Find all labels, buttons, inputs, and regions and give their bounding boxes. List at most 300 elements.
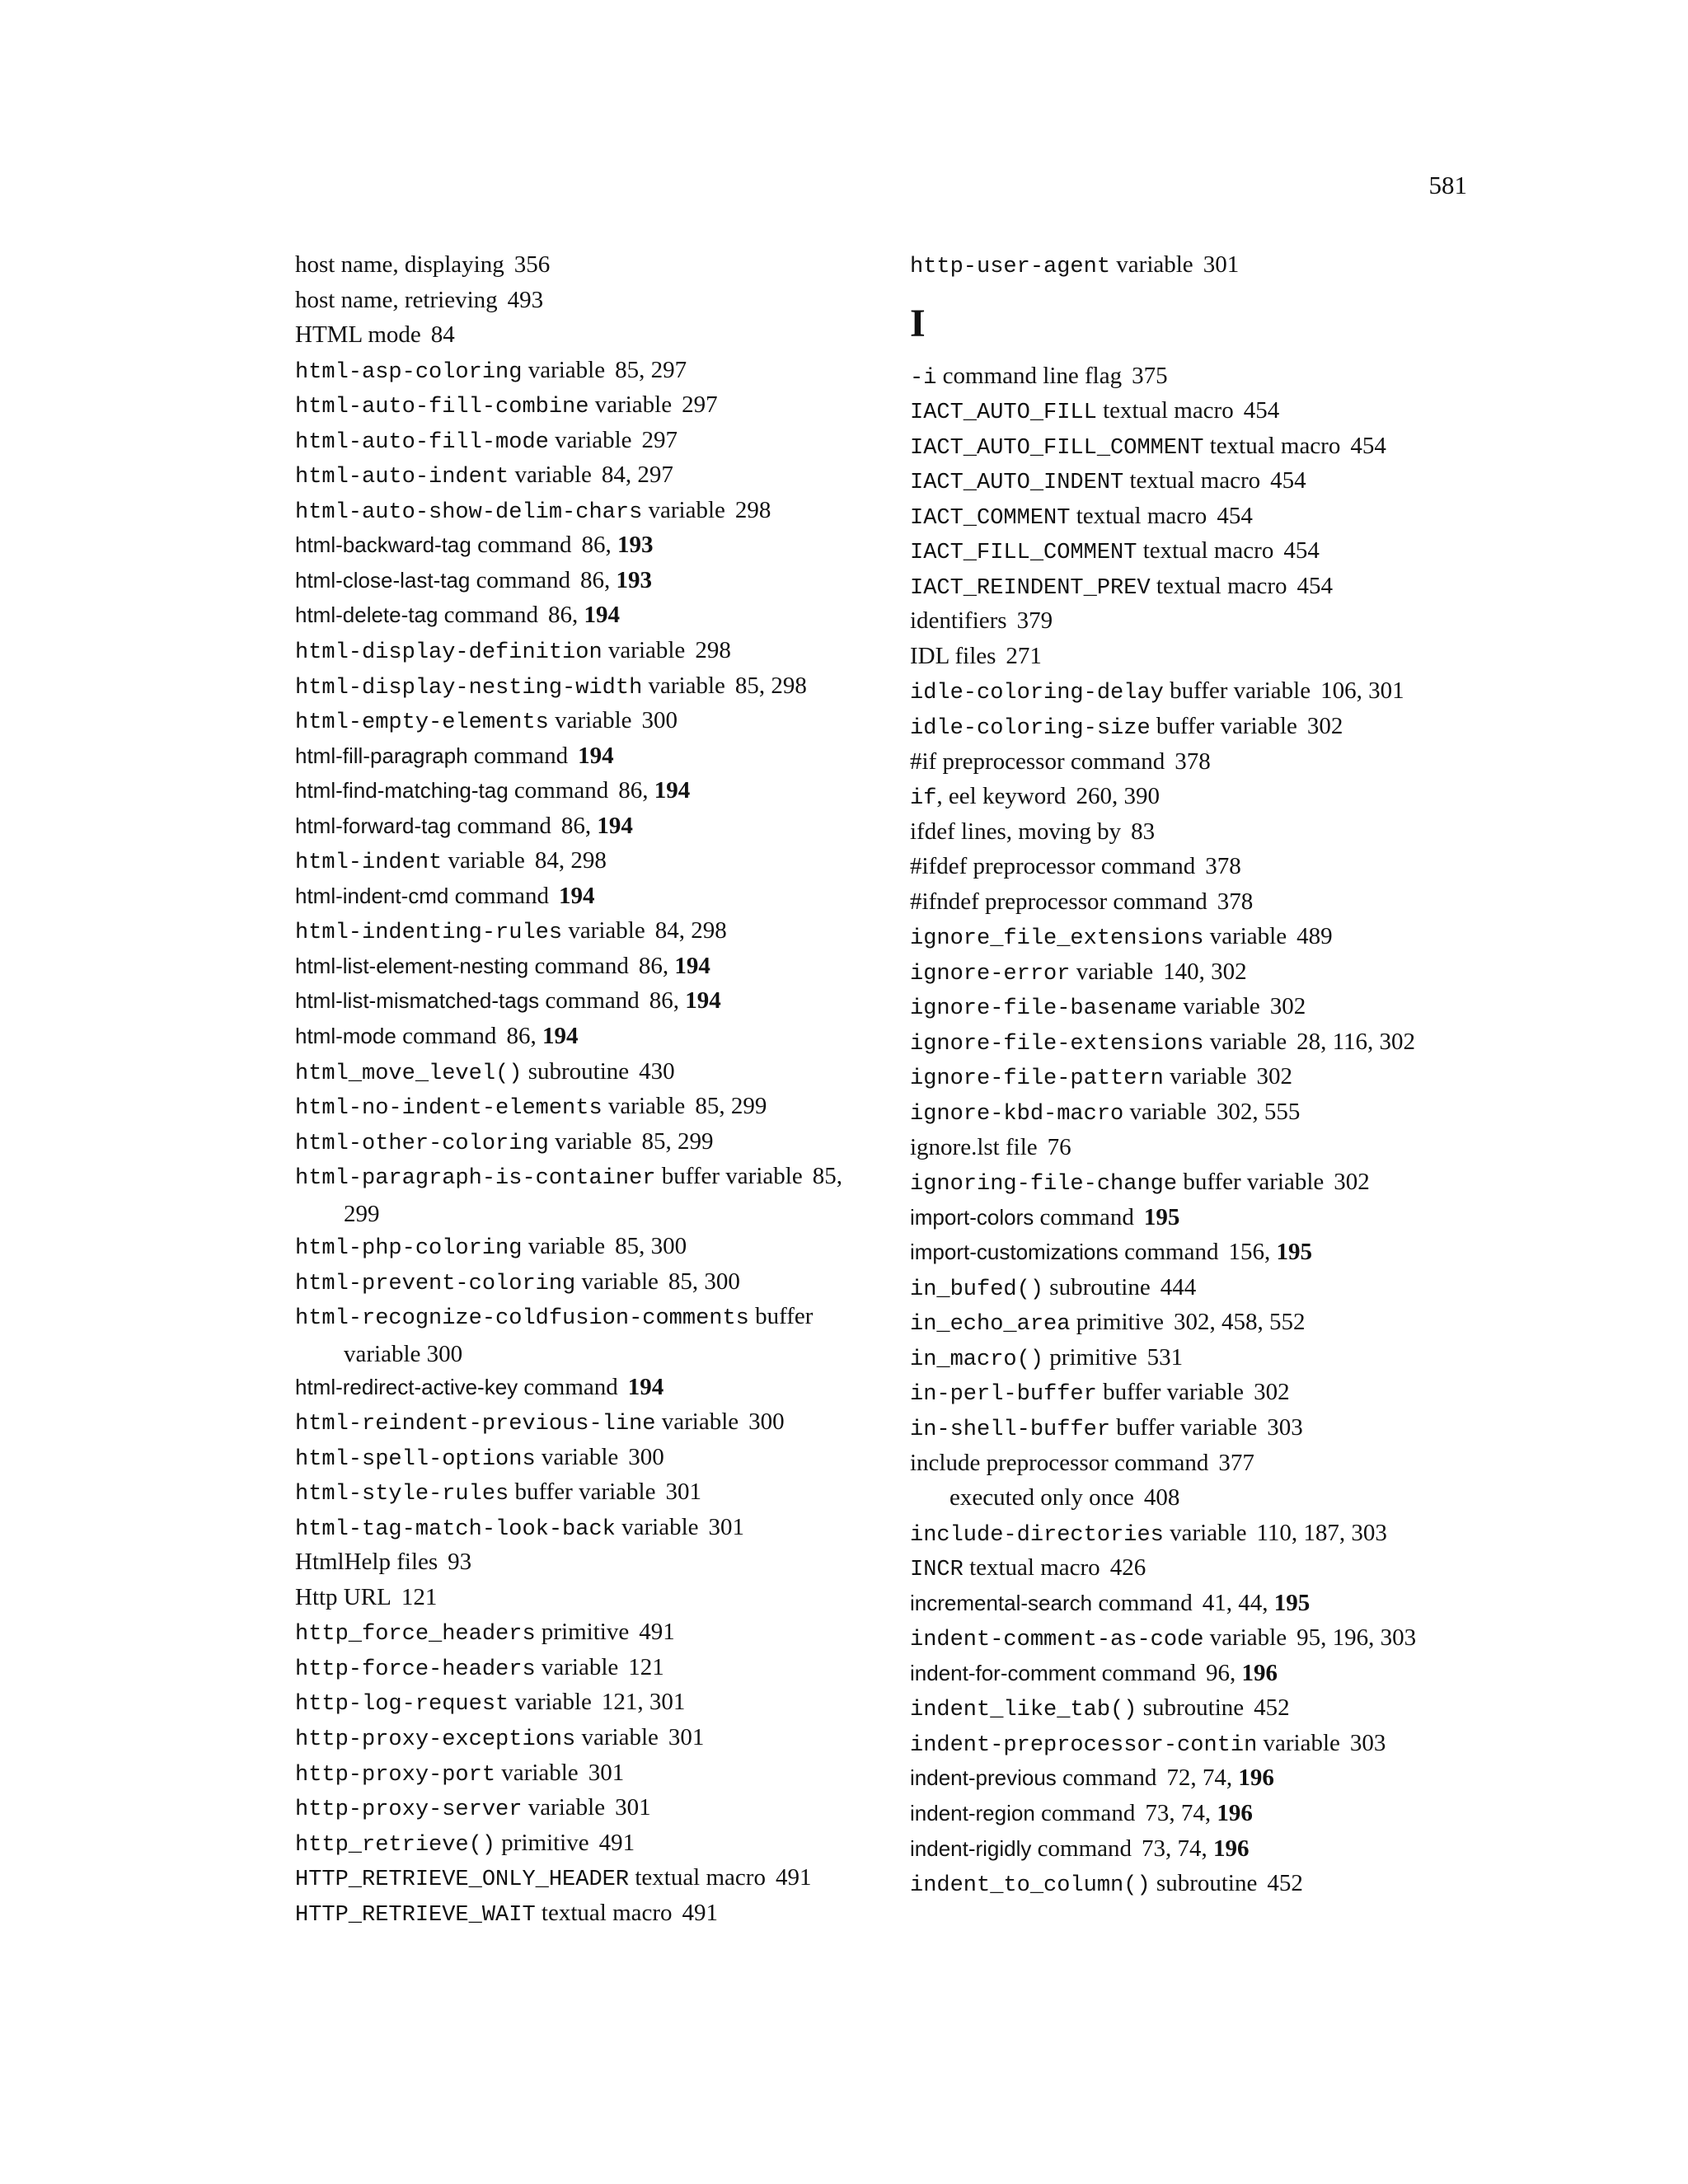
entry-descriptor: , eel keyword [936,783,1067,810]
page-references [561,813,633,839]
entry-term: html-find-matching-tag [295,778,509,804]
page-references [628,1444,664,1470]
entry-descriptor: variable [535,1653,619,1680]
page-numbers: 378 [1217,888,1254,915]
entry-term: html-prevent-coloring [295,1271,576,1296]
entry-first-line [295,847,607,874]
page-references [813,1163,842,1189]
entry-descriptor: variable [1123,1099,1207,1126]
page-references [431,321,455,348]
index-entry [295,949,872,984]
page-numbers: 95, 196, 303 [1296,1624,1417,1652]
entry-first-line [910,1450,1254,1476]
entry-descriptor: command line flag [936,362,1123,389]
entry-first-line [295,1584,437,1610]
entry-descriptor: textual macro [1203,432,1341,459]
page-references [1297,573,1334,599]
entry-descriptor: IDL files [910,642,996,669]
page-references [1254,1379,1290,1405]
entry-descriptor: command [451,812,551,839]
page-numbers: 84, 298 [534,847,607,874]
page-numbers: 302 [1306,713,1343,740]
entry-descriptor: host name, retrieving [295,286,498,313]
entry-term: html-reindent-previous-line [295,1412,656,1437]
page-numbers: 298 [734,496,771,523]
entry-first-line [295,1689,686,1718]
primary-page-number: 194 [559,882,595,909]
entry-term: indent_to_column() [910,1873,1151,1899]
entry-first-line [295,707,678,736]
entry-descriptor: buffer variable [1150,713,1297,740]
entry-term: incremental-search [910,1590,1093,1615]
entry-first-line [295,602,620,628]
index-entry [295,563,872,598]
index-entry [295,353,872,388]
page-references [1147,1344,1184,1371]
entry-first-line [910,363,1168,389]
entry-first-line [295,1023,578,1049]
entry-term: IACT_AUTO_FILL_COMMENT [910,435,1204,461]
index-entry [910,1094,1487,1130]
page-numbers: 140, 302 [1163,958,1247,985]
page-numbers: 302, 555 [1216,1099,1301,1126]
page-references [1048,1134,1071,1160]
entry-first-line [910,923,1333,952]
entry-first-line [295,1654,664,1680]
entry-descriptor: variable [1110,251,1193,278]
entry-term: http_retrieve() [295,1832,496,1858]
entry-first-line [295,673,807,699]
entry-descriptor: variable [1203,923,1287,950]
entry-term: in_macro() [910,1347,1044,1372]
entry-first-line [910,1835,1250,1862]
primary-page-number: 194 [685,987,721,1015]
page-references [642,427,678,453]
page-references [578,743,614,769]
entry-first-line [910,1590,1310,1616]
entry-descriptor: HTML mode [295,321,421,349]
entry-first-line [295,953,710,979]
entry-term: if [910,786,937,812]
index-column-right-entries [910,359,1487,1901]
page-numbers: 378 [1205,853,1241,880]
page-references [588,1760,625,1786]
entry-first-line [910,643,1042,669]
primary-page-number: 196 [1213,1835,1250,1862]
index-entry [910,673,1487,709]
index-entry [295,1615,872,1650]
entry-term: idle-coloring-delay [910,681,1164,706]
entry-first-line [295,497,771,523]
page-numbers: 426 [1109,1554,1146,1582]
entry-first-line [295,532,653,558]
index-entry [295,1054,872,1090]
page-references [580,567,652,593]
page-numbers: 302, 458, 552 [1174,1309,1306,1336]
entry-term: http-proxy-exceptions [295,1727,576,1752]
entry-descriptor: variable [509,462,592,489]
entry-first-line [910,503,1253,529]
entry-first-line [910,1660,1278,1686]
page-numbers: 430 [639,1057,675,1085]
page-references [615,1233,687,1259]
primary-page-number: 196 [1238,1765,1274,1792]
page-numbers: 73, 74, [1145,1799,1217,1826]
entry-term: http-force-headers [295,1657,536,1682]
page-numbers: 86, [581,532,617,559]
primary-page-number: 195 [1276,1239,1312,1266]
index-entry [295,1580,872,1615]
entry-first-line [910,1344,1183,1371]
page-references [514,251,551,278]
page-numbers: 85, 300 [615,1233,687,1260]
page-numbers: 301 [708,1513,745,1540]
entry-descriptor: executed only once [950,1484,1134,1511]
index-entry [295,1860,872,1896]
entry-descriptor: command [1056,1765,1157,1792]
entry-first-line [910,607,1053,634]
page-numbers: 454 [1350,432,1386,459]
index-entry [295,843,872,879]
entry-descriptor: variable [615,1513,699,1540]
entry-term: import-colors [910,1204,1034,1230]
index-entry [910,1726,1487,1761]
entry-term: http-user-agent [910,255,1111,279]
entry-descriptor: subroutine [1043,1273,1151,1301]
page-references [1144,1204,1180,1230]
entry-first-line [910,958,1247,985]
page-numbers: 303 [1267,1413,1303,1441]
entry-descriptor: variable [562,917,645,944]
page-numbers: 271 [1006,642,1042,669]
page-numbers: 85, 298 [734,672,807,699]
page-references [1228,1239,1312,1265]
entry-descriptor: variable [509,1689,592,1716]
entry-first-line [295,462,673,488]
entry-descriptor: command [518,1373,618,1400]
index-entry [910,744,1487,780]
entry-descriptor: textual macro [1096,397,1234,424]
page-references [618,777,690,804]
page-references [709,1514,745,1540]
page-numbers: 86, [580,566,617,593]
entry-descriptor: buffer variable [1177,1169,1325,1196]
page-references [695,1093,767,1119]
page-references [735,497,771,523]
page-references [1270,993,1306,1019]
entry-first-line [295,1900,718,1926]
page-numbers: 41, 44, [1202,1589,1274,1616]
index-entry [295,1685,872,1720]
entry-term: html-recognize-coldfusion-comments [295,1306,749,1332]
entry-descriptor: primitive [495,1829,589,1856]
index-entry [910,989,1487,1024]
entry-term: html-asp-coloring [295,359,523,385]
entry-term: html-redirect-active-key [295,1374,518,1399]
index-entry [910,1516,1487,1551]
page-references [602,1689,686,1715]
page-numbers: 491 [598,1829,635,1856]
page-references [559,883,595,909]
entry-term: html-auto-show-delim-chars [295,499,643,525]
page-references [1217,888,1254,915]
page-references [1205,853,1241,879]
entry-term: html-indent-cmd [295,883,449,908]
page-numbers: 444 [1160,1273,1197,1301]
page-numbers: 86, [649,987,686,1015]
page-numbers: 28, 116, 302 [1296,1028,1416,1055]
entry-first-line [295,321,455,348]
entry-term: html-display-definition [295,640,603,666]
entry-descriptor: textual macro [1150,572,1287,599]
index-entry [910,1305,1487,1340]
entry-term: html-other-coloring [295,1131,549,1156]
page-numbers: 121 [401,1583,438,1610]
entry-term: ignoring-file-change [910,1172,1178,1197]
entry-descriptor: command [1034,1799,1136,1826]
entry-term: html-tag-match-look-back [295,1516,616,1542]
page-references [1160,1274,1197,1301]
entry-descriptor: command [539,987,640,1015]
entry-first-line [910,1765,1274,1791]
page-references [602,462,673,488]
index-entry [910,1410,1487,1446]
page-references [628,1654,664,1680]
page-numbers: 454 [1270,467,1306,494]
entry-first-line [295,1619,675,1645]
entry-descriptor: variable [535,1443,619,1470]
entry-first-line [910,818,1155,845]
entry-term: indent-previous [910,1765,1057,1791]
entry-term: html-auto-fill-mode [295,429,549,455]
index-entry [910,1059,1487,1094]
entry-term: html-style-rules [295,1482,509,1507]
page-references [665,1479,701,1505]
page-references [581,532,653,558]
page-numbers: 302 [1334,1169,1370,1196]
index-entry [295,633,872,668]
entry-first-line [910,1063,1292,1090]
entry-descriptor: primitive [1070,1309,1165,1336]
page-references [1320,677,1404,704]
entry-term: html-empty-elements [295,710,549,736]
page-numbers: 302 [1256,1063,1292,1090]
index-entry [910,569,1487,604]
page-references [1145,1800,1253,1826]
index-entry [910,1200,1487,1235]
entry-first-line [295,251,550,278]
page-references [628,1374,664,1400]
page-references [1144,1484,1180,1511]
primary-page-number: 194 [584,602,621,629]
entry-term: indent_like_tab() [910,1698,1137,1723]
entry-term: indent-for-comment [910,1660,1096,1685]
entry-descriptor: command [467,742,569,769]
index-entry [295,1299,872,1369]
page-references [639,1058,675,1085]
entry-term: HTTP_RETRIEVE_ONLY_HEADER [295,1868,630,1893]
entry-first-line [910,783,1160,812]
entry-first-line [295,567,652,593]
primary-page-number: 194 [597,812,633,839]
entry-first-line [295,1724,704,1750]
entry-first-line [295,1444,664,1470]
entry-descriptor: command [1034,1203,1134,1230]
entry-first-line [295,427,678,453]
index-entry [295,1510,872,1545]
page-numbers: 302 [1254,1379,1290,1406]
primary-page-number: 195 [1143,1203,1180,1230]
entry-first-line [910,1099,1300,1125]
index-entry [295,1755,872,1791]
section-letter-heading: I [910,301,926,345]
entry-first-line [295,883,595,909]
page-references [1217,503,1253,529]
index-entry [295,808,872,844]
index-entry [910,639,1487,674]
index-entry [295,1404,872,1440]
entry-term: ignore_file_extensions [910,926,1204,952]
entry-term: in_bufed() [910,1277,1044,1302]
page-numbers: 377 [1218,1449,1254,1476]
page-numbers: 301 [615,1794,651,1821]
entry-first-line [910,251,1239,278]
entry-term: ignore-file-pattern [910,1066,1164,1092]
index-entry [910,603,1487,639]
page-references [642,707,678,733]
page-references [1267,1414,1303,1441]
index-entry [910,1620,1487,1656]
index-entry [295,879,872,914]
entry-first-line [910,677,1404,704]
page-numbers: 493 [507,286,544,313]
entry-term: http-proxy-port [295,1762,496,1788]
entry-first-line [910,1204,1179,1230]
index-entry [910,1024,1487,1060]
entry-descriptor: command [528,952,629,979]
page-references [1006,643,1042,669]
index-entry [295,1159,872,1229]
page-numbers: 86, [548,602,584,629]
entry-descriptor: textual macro [1123,467,1261,494]
index-entry [295,1825,872,1861]
entry-term: html-php-coloring [295,1236,523,1262]
entry-descriptor: variable [602,1093,686,1120]
page-numbers: 85, 297 [615,356,687,383]
page-references [748,1408,785,1435]
entry-descriptor: command [1118,1239,1219,1266]
index-entry [910,1760,1487,1796]
entry-descriptor: textual macro [1137,537,1274,565]
page-numbers: 356 [513,251,551,278]
page-numbers: 489 [1296,923,1333,950]
page-numbers: 298 [695,637,731,664]
entry-term: html-backward-tag [295,532,471,558]
entry-first-line [295,1233,687,1262]
page-numbers: 303 [1349,1729,1386,1756]
entry-first-line [910,853,1241,879]
entry-term: html-auto-indent [295,465,509,490]
entry-descriptor: buffer variable [655,1163,803,1190]
page-numbers: 110, 187, 303 [1256,1519,1387,1546]
entry-descriptor: subroutine [1150,1870,1258,1897]
page-numbers: 76 [1047,1133,1071,1160]
entry-term: idle-coloring-size [910,716,1151,742]
entry-first-line [910,433,1386,459]
entry-term: html-indenting-rules [295,921,563,946]
entry-first-line [910,1554,1146,1581]
entry-first-line [295,391,718,418]
index-entry [910,1235,1487,1270]
entry-first-line [910,1274,1196,1301]
entry-first-line [910,1134,1071,1160]
index-entry [910,709,1487,744]
entry-term: html-forward-tag [295,813,452,838]
entry-descriptor: buffer [748,1303,814,1330]
entry-first-line [910,1169,1370,1195]
page-numbers: 491 [682,1899,719,1926]
entry-descriptor: command [508,777,609,804]
index-entry [295,527,872,563]
entry-term: http-proxy-server [295,1797,523,1823]
page-references [599,1830,635,1856]
entry-term: ignore-file-basename [910,996,1178,1022]
entry-descriptor: #ifndef preprocessor command [910,888,1207,915]
entry-descriptor: variable [1070,958,1154,985]
page-numbers: 86, [560,812,598,839]
entry-descriptor: variable [1257,1729,1340,1756]
entry-term: http-log-request [295,1692,509,1718]
entry-descriptor: command [471,532,572,559]
index-entry [295,1124,872,1160]
page-references [1218,1450,1254,1476]
page-numbers: 301 [665,1479,701,1506]
page-numbers: 491 [639,1619,675,1646]
entry-first-line [910,573,1333,599]
index-entry [295,738,872,774]
primary-page-number: 196 [1241,1659,1278,1686]
page-references [1017,607,1053,634]
entry-first-line [295,1303,823,1332]
page-numbers: 93 [448,1549,472,1576]
index-entry [910,954,1487,990]
page-numbers: 297 [682,391,718,419]
entry-term: in_echo_area [910,1312,1071,1338]
index-entry [295,493,872,528]
page-references [642,1128,714,1155]
page-numbers: 84 [430,321,455,349]
entry-term: -i [910,365,937,391]
page-references [1350,1730,1386,1756]
page-numbers: 300 [748,1408,785,1436]
entry-descriptor: variable [588,391,673,419]
entry-descriptor: command [1092,1589,1193,1616]
entry-first-line [910,748,1211,775]
page-references [1254,1694,1290,1721]
index-entry [295,668,872,704]
index-entry [910,1375,1487,1410]
index-entry [295,1474,872,1510]
index-entry [295,1264,872,1300]
page-references [682,391,718,418]
page-references [1163,958,1247,985]
index-entry [295,1229,872,1264]
page-references [1296,1029,1415,1055]
index-entry [295,598,872,633]
page-numbers: 85, 299 [641,1127,714,1155]
page-references [1131,818,1155,845]
primary-page-number: 194 [654,777,691,804]
